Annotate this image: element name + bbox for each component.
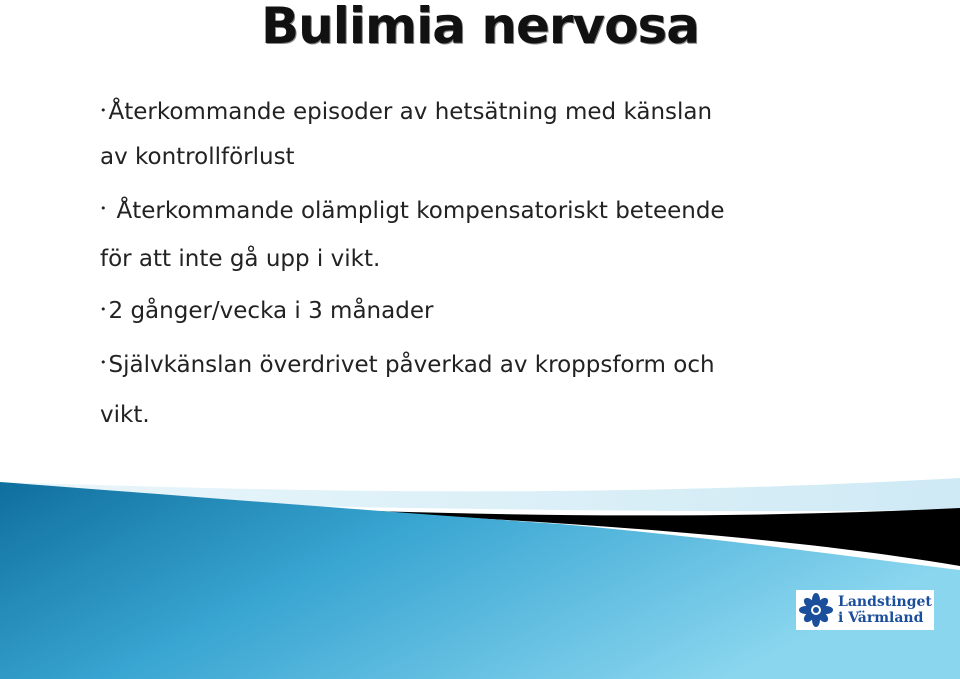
bullet-item bbox=[100, 287, 920, 336]
slide-title: Bulimia nervosa bbox=[261, 0, 699, 55]
bullet-text-continued: vikt. bbox=[100, 402, 150, 428]
bullet-text-continued: för att inte gå upp i vikt. bbox=[100, 246, 381, 272]
logo-text-line1: Landstinget bbox=[838, 594, 932, 610]
star-flower-icon bbox=[798, 592, 834, 628]
bullet-list bbox=[100, 88, 920, 440]
bullet-item bbox=[100, 340, 920, 441]
bullet-icon: • bbox=[100, 302, 107, 316]
bullet-text: Återkommande episoder av hetsätning med känslan bbox=[108, 99, 713, 125]
bullet-text-continued: av kontrollförlust bbox=[100, 143, 295, 170]
bullet-icon: • bbox=[100, 202, 107, 215]
bullet-text: 2 gånger/vecka i 3 månader bbox=[108, 298, 434, 324]
bullet-item bbox=[100, 88, 920, 181]
logo-text-line2: i Värmland bbox=[838, 610, 924, 626]
bullet-text: Självkänslan överdrivet påverkad av kroppsform och bbox=[108, 351, 715, 378]
bullet-icon: • bbox=[100, 356, 107, 369]
bullet-icon: • bbox=[100, 103, 107, 117]
bullet-item bbox=[100, 187, 920, 284]
bullet-text: Återkommande olämpligt kompensatoriskt beteende bbox=[116, 197, 725, 224]
footer-wave-decoration bbox=[0, 470, 960, 679]
landstinget-logo bbox=[796, 590, 934, 630]
